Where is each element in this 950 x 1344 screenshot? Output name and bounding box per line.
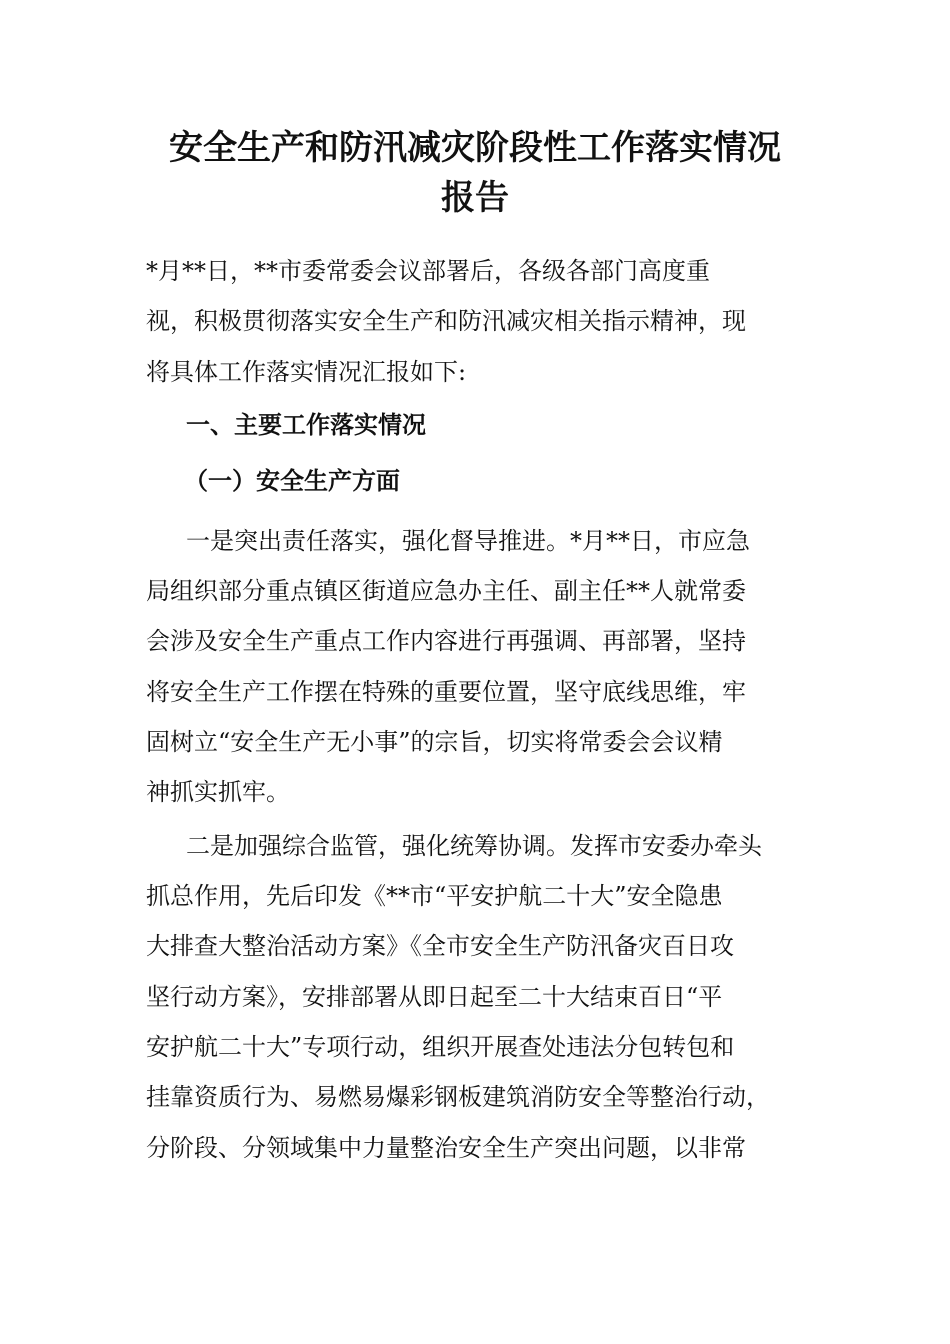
paragraph-2-line-5: 安护航二十大”专项行动，组织开展查处违法分包转包和	[146, 1033, 735, 1061]
paragraph-1-line-2: 局组织部分重点镇区街道应急办主任、副主任**人就常委	[146, 577, 746, 605]
paragraph-2-line-4: 坚行动方案》，安排部署从即日起至二十大结束百日“平	[146, 983, 723, 1011]
document-title-line-1: 安全生产和防汛减灾阶段性工作落实情况	[169, 128, 781, 168]
paragraph-2-line-2: 抓总作用，先后印发《**市“平安护航二十大”安全隐患	[146, 882, 723, 910]
paragraph-1-line-4: 将安全生产工作摆在特殊的重要位置，坚守底线思维，牢	[146, 678, 746, 706]
paragraph-2-line-7: 分阶段、分领域集中力量整治安全生产突出问题，以非常	[146, 1134, 746, 1162]
intro-paragraph-line-1: *月**日，**市委常委会议部署后，各级各部门高度重	[146, 257, 710, 285]
intro-paragraph-line-3: 将具体工作落实情况汇报如下:	[146, 358, 467, 386]
paragraph-2-line-3: 大排查大整治活动方案》《全市安全生产防汛备灾百日攻	[146, 932, 734, 960]
intro-paragraph-line-2: 视，积极贯彻落实安全生产和防汛减灾相关指示精神，现	[146, 307, 746, 335]
subsection-heading-safety-production: （一）安全生产方面	[184, 466, 400, 495]
paragraph-2-line-1: 二是加强综合监管，强化统筹协调。发挥市安委办牵头	[186, 832, 762, 860]
paragraph-1-line-6: 神抓实抓牢。	[146, 778, 290, 806]
paragraph-1-line-1: 一是突出责任落实，强化督导推进。*月**日，市应急	[186, 527, 750, 555]
paragraph-1-line-3: 会涉及安全生产重点工作内容进行再强调、再部署，坚持	[146, 627, 746, 655]
paragraph-1-line-5: 固树立“安全生产无小事”的宗旨，切实将常委会会议精	[146, 728, 723, 756]
paragraph-2-line-6: 挂靠资质行为、易燃易爆彩钢板建筑消防安全等整治行动，	[146, 1083, 770, 1111]
document-title-line-2: 报告	[441, 178, 509, 218]
section-heading-main-work: 一、主要工作落实情况	[186, 410, 426, 439]
